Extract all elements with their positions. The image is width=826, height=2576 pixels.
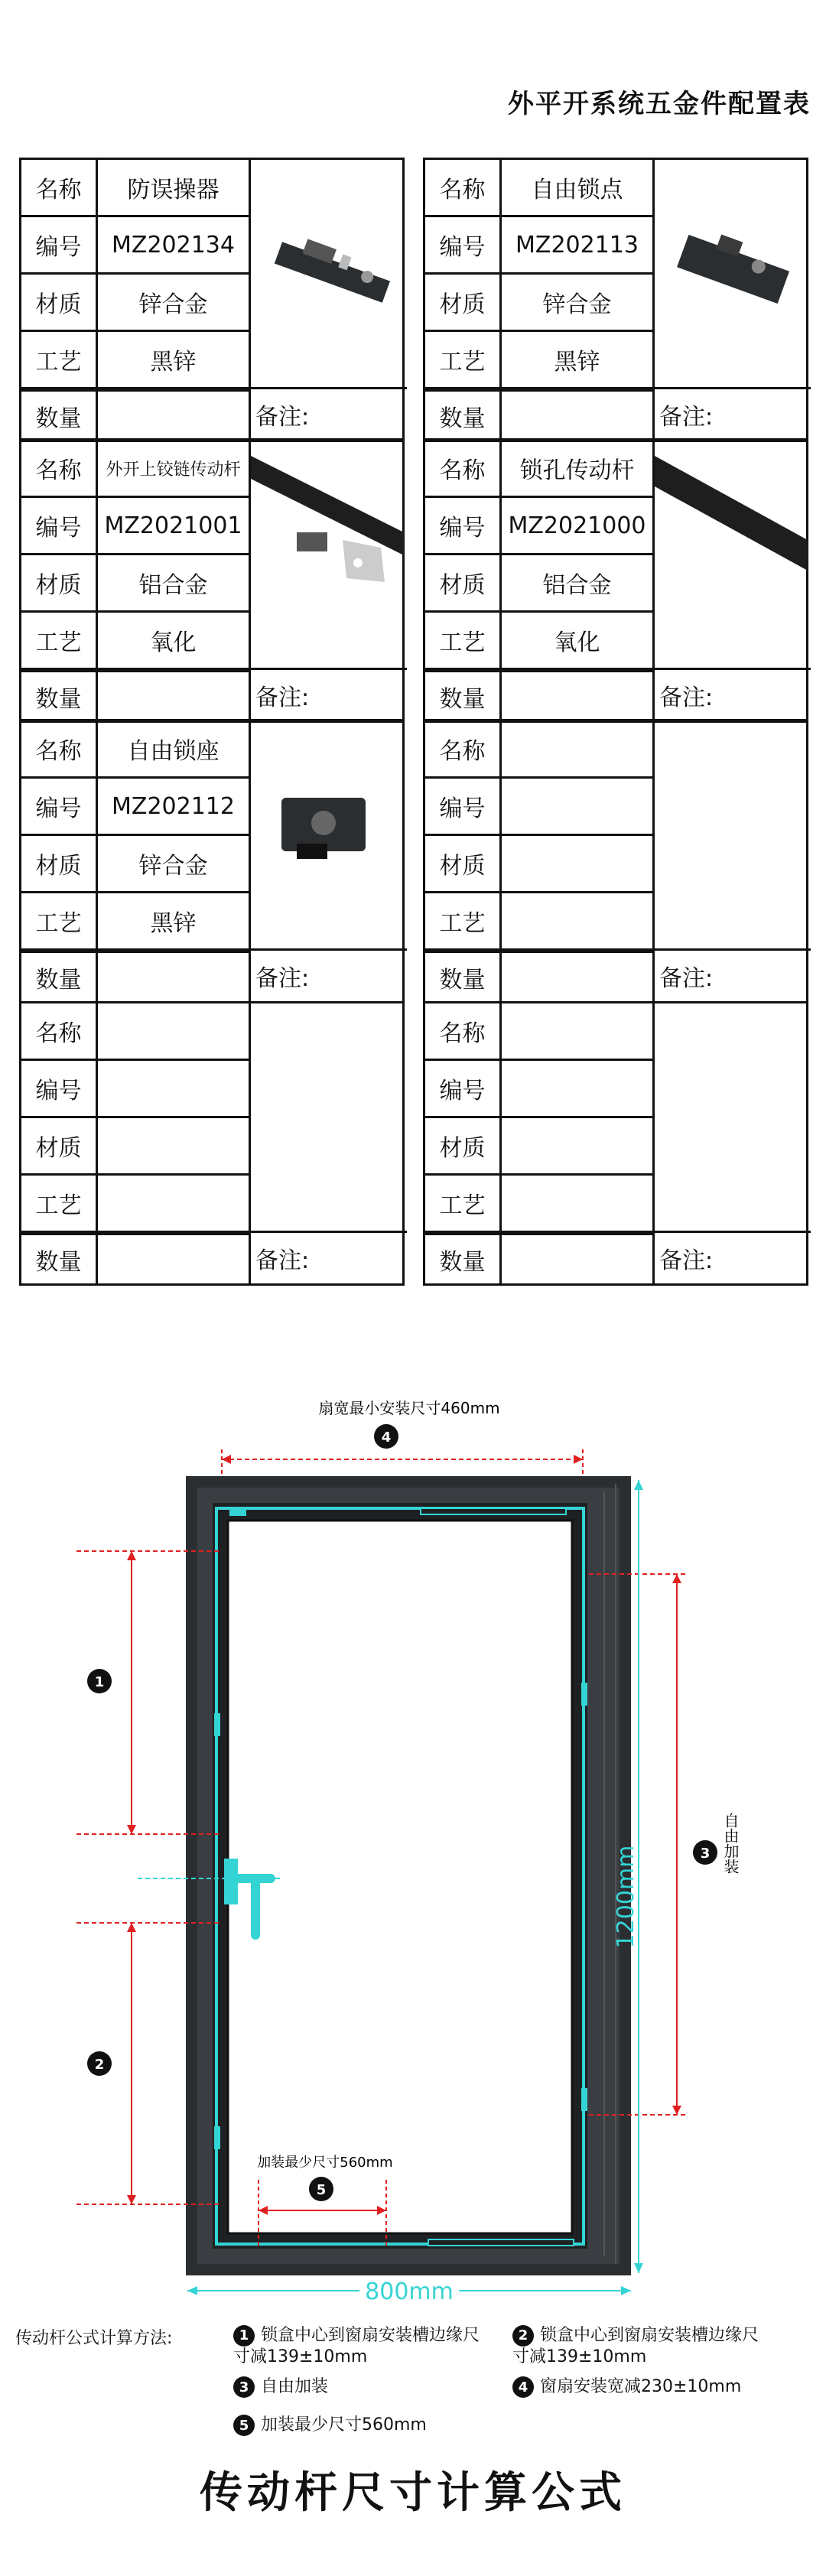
row-process <box>21 893 251 951</box>
formula-5-badge: 5 <box>233 2415 255 2436</box>
svg-text:2: 2 <box>94 2057 105 2073</box>
value-code: MZ202113 <box>502 217 655 272</box>
value-name: 外开上铰链传动杆 <box>98 441 251 496</box>
lock-point-icon <box>655 160 811 389</box>
label-material: 材质 <box>425 1118 502 1173</box>
bottom-title: 传动杆尺寸计算公式 <box>200 2468 626 2518</box>
value-process: 黑锌 <box>98 332 251 387</box>
row-process <box>425 1176 655 1233</box>
label-material: 材质 <box>21 836 98 891</box>
badge-4-text: 4 <box>381 1429 392 1446</box>
label-name: 名称 <box>425 1003 502 1059</box>
formula-1 <box>233 2325 486 2368</box>
row-name <box>425 160 655 217</box>
hardware-card <box>19 158 405 442</box>
value-code: MZ2021000 <box>502 498 655 553</box>
label-code: 编号 <box>425 779 502 834</box>
hardware-card <box>423 719 808 1003</box>
label-name: 名称 <box>21 721 98 776</box>
label-name: 名称 <box>21 160 98 215</box>
label-process: 工艺 <box>21 613 98 668</box>
formula-1-badge: 1 <box>233 2325 255 2347</box>
value-process <box>502 1176 655 1231</box>
formula-2 <box>512 2325 765 2368</box>
row-process <box>21 332 251 389</box>
row-process <box>425 893 655 951</box>
label-code: 编号 <box>425 498 502 553</box>
svg-text:1: 1 <box>94 1674 105 1690</box>
row-material <box>425 1118 655 1176</box>
hardware-card <box>423 1001 808 1286</box>
row-process <box>21 1176 251 1233</box>
hardware-card <box>19 1001 405 1286</box>
glass-area <box>228 1521 572 2233</box>
row-name <box>21 441 251 498</box>
label-process: 工艺 <box>21 893 98 948</box>
label-qty: 数量 <box>21 953 98 1001</box>
formula-4 <box>512 2373 741 2398</box>
value-qty[interactable] <box>502 672 655 720</box>
label-qty: 数量 <box>425 1235 502 1283</box>
formula-1-text: 锁盒中心到窗扇安装槽边缘尺寸减139±10mm <box>233 2326 480 2366</box>
dim4-label: 扇宽最小安装尺寸460mm <box>318 1399 500 1417</box>
value-process <box>98 1176 251 1231</box>
value-name <box>502 721 655 776</box>
drive-rod-icon <box>655 441 811 670</box>
row-material <box>425 275 655 332</box>
value-name <box>98 1003 251 1059</box>
label-process: 工艺 <box>425 893 502 948</box>
value-qty[interactable] <box>502 953 655 1001</box>
row-qty <box>21 951 251 1001</box>
lock-seat-icon <box>251 721 407 951</box>
height-label: 1200mm <box>613 1845 639 1949</box>
label-name: 名称 <box>425 721 502 776</box>
value-qty[interactable] <box>502 392 655 440</box>
value-name: 锁孔传动杆 <box>502 441 655 496</box>
label-code: 编号 <box>425 1061 502 1116</box>
value-code: MZ202112 <box>98 779 251 834</box>
page-title: 外平开系统五金件配置表 <box>508 89 811 119</box>
row-material <box>21 836 251 893</box>
label-material: 材质 <box>21 275 98 330</box>
note-label: 备注: <box>255 685 310 711</box>
label-name: 名称 <box>21 441 98 496</box>
row-name <box>425 441 655 498</box>
value-process: 氧化 <box>98 613 251 668</box>
row-code <box>21 1061 251 1118</box>
row-code <box>21 498 251 555</box>
row-name <box>21 721 251 779</box>
formula-4-text: 窗扇安装宽减230±10mm <box>540 2377 742 2396</box>
row-code <box>21 779 251 836</box>
label-code: 编号 <box>21 498 98 553</box>
row-qty <box>425 1233 655 1283</box>
note-label: 备注: <box>255 404 310 431</box>
value-material: 锌合金 <box>98 836 251 891</box>
row-name <box>21 1003 251 1061</box>
formula-3-text: 自由加装 <box>261 2377 329 2396</box>
hardware-card <box>19 719 405 1003</box>
value-material <box>98 1118 251 1173</box>
label-name: 名称 <box>425 160 502 215</box>
value-process: 黑锌 <box>502 332 655 387</box>
row-name <box>425 1003 655 1061</box>
formula-3 <box>233 2373 328 2398</box>
row-qty <box>21 670 251 720</box>
value-process: 黑锌 <box>98 893 251 948</box>
formula-5-text: 加装最少尺寸560mm <box>261 2415 427 2435</box>
value-material: 锌合金 <box>98 275 251 330</box>
row-code <box>425 217 655 275</box>
label-material: 材质 <box>425 555 502 610</box>
empty-image-area <box>655 1003 811 1233</box>
value-name: 自由锁点 <box>502 160 655 215</box>
row-material <box>21 1118 251 1176</box>
label-code: 编号 <box>425 217 502 272</box>
row-process <box>425 332 655 389</box>
formula-3-badge: 3 <box>233 2376 255 2398</box>
note-label: 备注: <box>659 965 714 992</box>
row-qty <box>21 1233 251 1283</box>
note-label: 备注: <box>255 1247 310 1274</box>
row-code <box>425 779 655 836</box>
row-qty <box>425 389 655 440</box>
value-process <box>502 893 655 948</box>
row-process <box>425 613 655 670</box>
row-name <box>425 721 655 779</box>
hardware-card <box>423 438 808 723</box>
label-qty: 数量 <box>425 953 502 1001</box>
row-material <box>425 555 655 613</box>
label-name: 名称 <box>21 1003 98 1059</box>
formula-2-badge: 2 <box>512 2325 534 2347</box>
row-process <box>21 613 251 670</box>
width-label: 800mm <box>365 2278 454 2305</box>
value-qty[interactable] <box>502 1235 655 1283</box>
note-label: 备注: <box>659 1247 714 1274</box>
label-qty: 数量 <box>425 392 502 440</box>
value-qty[interactable] <box>98 672 251 720</box>
value-code <box>98 1061 251 1116</box>
value-name <box>502 1003 655 1059</box>
label-material: 材质 <box>21 555 98 610</box>
row-code <box>21 217 251 275</box>
label-process: 工艺 <box>425 613 502 668</box>
label-qty: 数量 <box>425 672 502 720</box>
row-material <box>21 555 251 613</box>
label-qty: 数量 <box>21 392 98 440</box>
label-process: 工艺 <box>425 1176 502 1231</box>
value-qty[interactable] <box>98 953 251 1001</box>
misoperation-device-icon <box>251 160 407 389</box>
label-material: 材质 <box>425 275 502 330</box>
formula-2-text: 锁盒中心到窗扇安装槽边缘尺寸减139±10mm <box>512 2326 759 2366</box>
svg-text:3: 3 <box>700 1846 711 1862</box>
value-code <box>502 779 655 834</box>
label-code: 编号 <box>21 1061 98 1116</box>
label-code: 编号 <box>21 779 98 834</box>
value-material: 铝合金 <box>502 555 655 610</box>
row-material <box>21 275 251 332</box>
row-material <box>425 836 655 893</box>
row-qty <box>21 389 251 440</box>
hinge-drive-rod-icon <box>251 441 407 670</box>
row-code <box>425 1061 655 1118</box>
hardware-card <box>423 158 808 442</box>
row-code <box>425 498 655 555</box>
dim5-label: 加装最少尺寸560mm <box>257 2155 393 2171</box>
formula-heading: 传动杆公式计算方法: <box>15 2329 173 2348</box>
label-qty: 数量 <box>21 672 98 720</box>
label-name: 名称 <box>425 441 502 496</box>
svg-text:5: 5 <box>316 2182 327 2198</box>
value-qty[interactable] <box>98 392 251 440</box>
value-code: MZ2021001 <box>98 498 251 553</box>
formula-5 <box>233 2412 427 2436</box>
value-name: 防误操器 <box>98 160 251 215</box>
note-label: 备注: <box>659 404 714 431</box>
note-label: 备注: <box>659 685 714 711</box>
label-process: 工艺 <box>21 1176 98 1231</box>
value-qty[interactable] <box>98 1235 251 1283</box>
label-process: 工艺 <box>21 332 98 387</box>
value-material <box>502 1118 655 1173</box>
label-material: 材质 <box>425 836 502 891</box>
empty-image-area <box>251 1003 407 1233</box>
value-material <box>502 836 655 891</box>
value-code: MZ202134 <box>98 217 251 272</box>
label-process: 工艺 <box>425 332 502 387</box>
note-label: 备注: <box>255 965 310 992</box>
row-qty <box>425 670 655 720</box>
hardware-card <box>19 438 405 723</box>
empty-image-area <box>655 721 811 951</box>
value-code <box>502 1061 655 1116</box>
label-code: 编号 <box>21 217 98 272</box>
label-material: 材质 <box>21 1118 98 1173</box>
side-label: 自由加装 <box>721 1813 740 1874</box>
label-qty: 数量 <box>21 1235 98 1283</box>
value-name: 自由锁座 <box>98 721 251 776</box>
row-name <box>21 160 251 217</box>
row-qty <box>425 951 655 1001</box>
value-process: 氧化 <box>502 613 655 668</box>
formula-4-badge: 4 <box>512 2376 534 2398</box>
value-material: 铝合金 <box>98 555 251 610</box>
value-material: 锌合金 <box>502 275 655 330</box>
